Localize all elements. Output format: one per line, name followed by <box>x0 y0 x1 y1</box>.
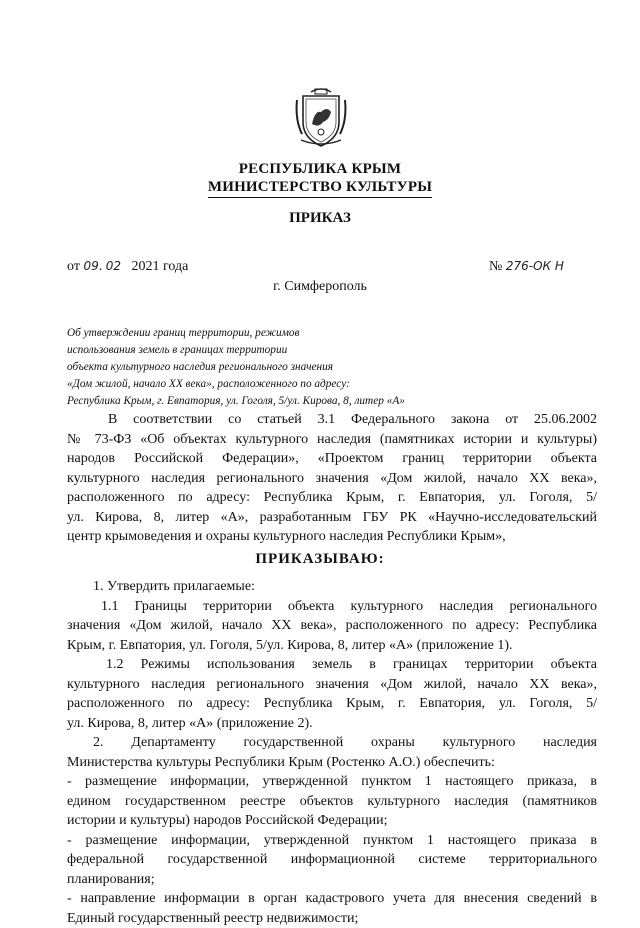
item-line: 1.2 Режимы использования земель в границах территории объекта <box>67 655 597 675</box>
item-line: ул. Кирова, 8, литер «А» (приложение 2). <box>67 714 597 734</box>
item-line: Крым, г. Евпатория, ул. Гоголя, 5/ул. Кирова, 8, литер «А» (приложение 1). <box>67 636 597 656</box>
subject-line: Республика Крым, г. Евпатория, ул. Гоголя, 5/ул. Кирова, 8, литер «А» <box>67 393 487 410</box>
number-prefix: № <box>489 259 502 274</box>
order-number <box>489 259 564 275</box>
item-line: значения «Дом жилой, начало XX века», расположенного по адресу: Республика <box>67 616 597 636</box>
item-line: 1. Утвердить прилагаемые: <box>67 577 597 597</box>
preamble-line: В соответствии со статьей 3.1 Федерального закона от 25.06.2002 <box>67 410 597 430</box>
subject-line: использования земель в границах территории <box>67 342 487 359</box>
order-items <box>67 577 597 928</box>
subject-line: «Дом жилой, начало XX века», расположенного по адресу: <box>67 376 487 393</box>
item-line: 1.1 Границы территории объекта культурного наследия регионального <box>67 597 597 617</box>
preamble-line: расположенного по адресу: Республика Крым, г. Евпатория, ул. Гоголя, 5/ <box>67 488 597 508</box>
number-handwritten: 276-ОК Н <box>506 259 564 273</box>
date-month-handwritten: 02 <box>106 259 121 273</box>
item-line: культурного наследия регионального значения «Дом жилой, начало XX века», <box>67 675 597 695</box>
item-line: истории и культуры) народов Российской Федерации; <box>67 811 597 831</box>
preamble <box>67 410 597 547</box>
subject-line: Об утверждении границ территории, режимов <box>67 325 487 342</box>
item-line: Единый государственный реестр недвижимости; <box>67 909 597 928</box>
subject-line: объекта культурного наследия регионального значения <box>67 359 487 376</box>
item-line: федеральной государственной информационной системе территориального <box>67 850 597 870</box>
preamble-line: культурного наследия регионального значения «Дом жилой, начало XX века», <box>67 469 597 489</box>
republic-heading-text: РЕСПУБЛИКА КРЫМ <box>239 161 401 177</box>
order-title: ПРИКАЗ <box>0 210 640 227</box>
order-date: от 09. 02 2021 года <box>67 259 188 275</box>
item-line: - размещение информации, утвержденной пунктом 1 настоящего приказа в <box>67 831 597 851</box>
item-line: 2. Департаменту государственной охраны культурного наследия <box>67 733 597 753</box>
order-directive-heading: ПРИКАЗЫВАЮ: <box>0 551 640 568</box>
order-subject <box>67 325 487 410</box>
item-line: - направление информации в орган кадастрового учета для внесения сведений в <box>67 889 597 909</box>
crimea-coat-of-arms-icon <box>293 86 349 148</box>
item-line: Министерства культуры Республики Крым (Ростенко А.О.) обеспечить: <box>67 753 597 773</box>
date-day-handwritten: 09 <box>83 259 98 273</box>
preamble-line: ул. Кирова, 8, литер «А», разработанным ГБУ РК «Научно-исследовательский <box>67 508 597 528</box>
item-line: расположенного по адресу: Республика Крым, г. Евпатория, ул. Гоголя, 5/ <box>67 694 597 714</box>
preamble-line: центр крымоведения и охраны культурного наследия Республики Крым», <box>67 527 597 547</box>
city: г. Симферополь <box>0 279 640 295</box>
item-line: - размещение информации, утвержденной пунктом 1 настоящего приказа, в <box>67 772 597 792</box>
preamble-line: народов Российской Федерации», «Проектом границ территории объекта <box>67 449 597 469</box>
ministry-heading <box>0 179 640 198</box>
date-year: 2021 года <box>132 259 189 274</box>
item-line: едином государственном реестре объектов культурного наследия (памятников <box>67 792 597 812</box>
preamble-line: № 73-ФЗ «Об объектах культурного наследия (памятниках истории и культуры) <box>67 430 597 450</box>
ministry-heading-text: МИНИСТЕРСТВО КУЛЬТУРЫ <box>208 179 432 198</box>
republic-heading <box>0 161 640 178</box>
item-line: планирования; <box>67 870 597 890</box>
date-prefix: от <box>67 259 80 274</box>
